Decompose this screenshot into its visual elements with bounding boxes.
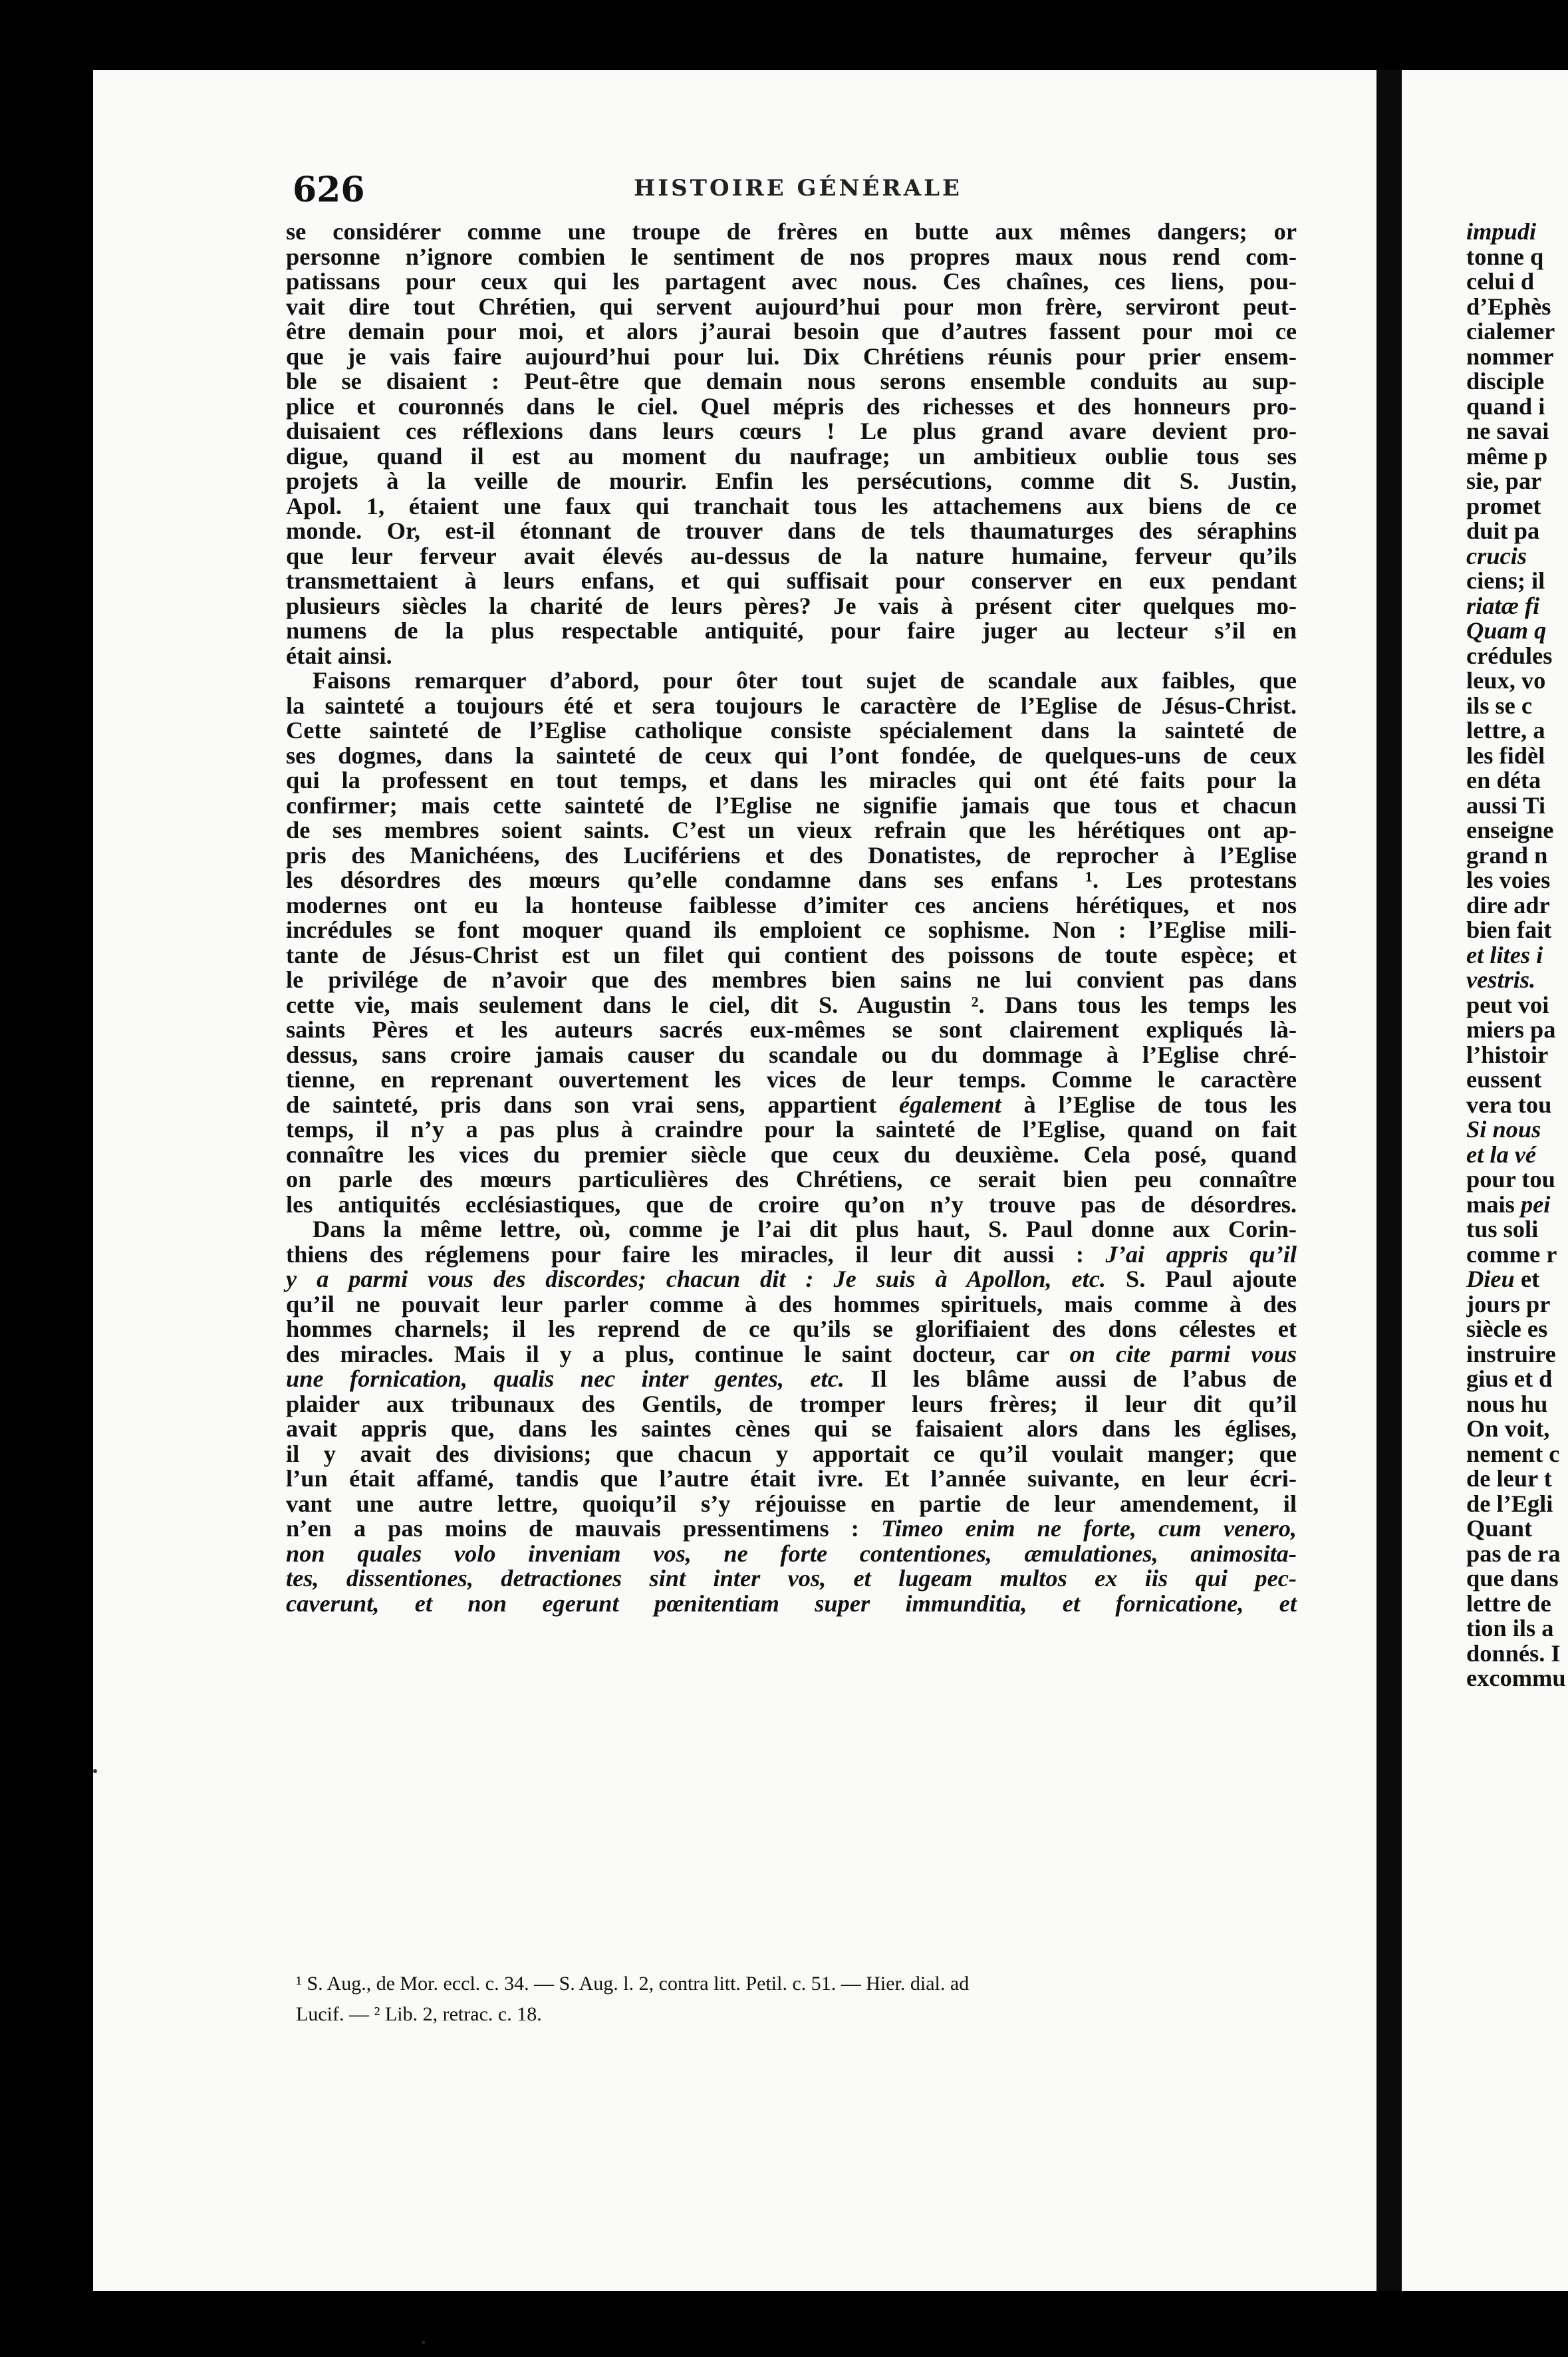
facing-page-line: vera tou [1466,1091,1552,1118]
book-gutter [1376,70,1402,2291]
text-line: personne n’ignore combien le sentiment de nos propres maux nous rend com- [286,243,1297,270]
text-line: tienne, en reprenant ouvertement les vices de leur temps. Comme le caractère [286,1066,1297,1093]
text-line: plice et couronnés dans le ciel. Quel mépris des richesses et des honneurs pro- [286,392,1297,420]
facing-page-line: miers pa [1466,1016,1556,1043]
text-line: se considérer comme une troupe de frères en butte aux mêmes dangers; or [286,218,1297,245]
text-line: de ses membres soient saints. C’est un vieux refrain que les hérétiques ont ap- [286,817,1297,843]
text-line: modernes ont eu la honteuse faiblesse d’imiter ces anciens hérétiques, et nos [286,891,1297,918]
facing-page-line: ils se c [1466,692,1533,719]
facing-page-line: et la vé [1466,1141,1537,1168]
facing-page-line: siècle es [1466,1316,1548,1342]
text-line: une fornication, qualis nec inter gentes, etc. Il les blâme aussi de l’abus de [286,1365,1297,1392]
facing-page-line: eussent [1466,1066,1542,1093]
page-header [293,170,1303,210]
text-line: vait dire tout Chrétien, qui servent aujourd’hui pour mon frère, serviront peut- [286,293,1297,320]
facing-page-line: excommu [1466,1665,1566,1691]
footnotes [296,1969,1307,2030]
text-line: était ainsi. [286,642,392,669]
text-line: non quales volo inveniam vos, ne forte contentiones, æmulationes, animosita- [286,1540,1297,1567]
facing-page-line: Dieu et [1466,1266,1540,1292]
facing-page-line: nement c [1466,1440,1560,1467]
facing-page-line: tion ils a [1466,1615,1554,1641]
facing-page-line: mais pei [1466,1190,1551,1218]
facing-page-line: que dans [1466,1565,1559,1592]
text-line: numens de la plus respectable antiquité, pour faire juger au lecteur s’il en [286,617,1297,644]
facing-page-line: les fidèl [1466,742,1545,769]
text-line: des miracles. Mais il y a plus, continue le saint docteur, car on cite parmi vous [286,1340,1297,1367]
facing-page-line: peut voi [1466,991,1549,1018]
footnote-line: Lucif. — ² Lib. 2, retrac. c. 18. [296,2003,542,2025]
facing-page-line: en déta [1466,767,1541,793]
facing-page-line: les voies [1466,867,1551,893]
text-line: cette vie, mais seulement dans le ciel, dit S. Augustin ². Dans tous les temps les [286,991,1297,1018]
facing-page-line: ciens; il [1466,567,1545,594]
facing-page-line: nommer [1466,343,1554,370]
facing-page-line: d’Ephès [1466,293,1551,320]
text-line: plusieurs siècles la charité de leurs pères? Je vais à présent citer quelques mo- [286,592,1297,619]
facing-page-line: de leur t [1466,1465,1552,1492]
text-line: que leur ferveur avait élevés au-dessus de la nature humaine, ferveur qu’ils [286,542,1297,569]
scan-speck [93,1769,97,1773]
facing-page-line: Quam q [1466,617,1547,644]
facing-page-line: crédules [1466,642,1553,669]
facing-page-line: quand i [1466,392,1545,420]
facing-page-line: promet [1466,492,1541,519]
text-line: connaître les vices du premier siècle que ceux du deuxième. Cela posé, quand [286,1141,1297,1168]
text-line: on parle des mœurs particulières des Chrétiens, ce serait bien peu connaître [286,1166,1297,1192]
page-number: 626 [293,170,365,210]
text-line: ses dogmes, dans la sainteté de ceux qui l’ont fondée, de quelques-uns de ceux [286,742,1297,769]
facing-page-line: gius et d [1466,1365,1553,1392]
text-line: ble se disaient : Peut-être que demain nous serons ensemble conduits au sup- [286,368,1297,394]
text-line: Apol. 1, étaient une faux qui tranchait tous les attachemens aux biens de ce [286,492,1297,519]
text-line: qui la professent en tout temps, et dans les miracles qui ont été faits pour la [286,767,1297,793]
text-line: les désordres des mœurs qu’elle condamne dans ses enfans ¹. Les protestans [286,867,1297,893]
facing-page-line: comme r [1466,1240,1557,1268]
text-line: vant une autre lettre, quoiqu’il s’y réjouisse en partie de leur amendement, il [286,1490,1297,1517]
text-line: confirmer; mais cette sainteté de l’Eglise ne signifie jamais que tous et chacun [286,791,1297,819]
facing-page-line: enseigne [1466,817,1554,843]
running-title: HISTOIRE GÉNÉRALE [634,175,962,202]
text-line: que je vais faire aujourd’hui pour lui. Dix Chrétiens réunis pour prier ensem- [286,343,1297,370]
text-line: Cette sainteté de l’Eglise catholique consiste spécialement dans la sainteté de [286,717,1297,744]
facing-page-line: grand n [1466,841,1548,869]
text-line: la sainteté a toujours été et sera toujours le caractère de l’Eglise de Jésus-Christ. [286,692,1297,719]
text-line: incrédules se font moquer quand ils emploient ce sophisme. Non : l’Eglise mili- [286,916,1297,943]
facing-page-line: On voit, [1466,1415,1550,1442]
facing-page-line: jours pr [1466,1290,1551,1317]
text-line: l’un était affamé, tandis que l’autre était ivre. Et l’année suivante, en leur écri- [286,1465,1297,1492]
facing-page-line: et lites i [1466,941,1543,968]
facing-page-line: donnés. I [1466,1639,1561,1667]
text-line: qu’il ne pouvait leur parler comme à des hommes spirituels, mais comme à des [286,1290,1297,1317]
text-line: n’en a pas moins de mauvais pressentimens : Timeo enim ne forte, cum venero, [286,1515,1297,1542]
text-line: il y avait des divisions; que chacun y apportait ce qu’il voulait manger; que [286,1440,1297,1467]
facing-page-line: duit pa [1466,517,1540,544]
facing-page-line: ne savai [1466,418,1549,444]
text-line: être demain pour moi, et alors j’aurai besoin que d’autres fassent pour moi ce [286,318,1297,345]
text-line: dessus, sans croire jamais causer du scandale ou du dommage à l’Eglise chré- [286,1041,1297,1068]
text-line: de sainteté, pris dans son vrai sens, appartient également à l’Eglise de tous les [286,1091,1297,1118]
facing-page-line: cialemer [1466,318,1555,345]
facing-page-line: lettre de [1466,1590,1551,1617]
facing-page-line: Quant [1466,1515,1533,1542]
text-line: tes, dissentiones, detractiones sint inter vos, et lugeam multos ex iis qui pec- [286,1565,1297,1592]
facing-page-line: instruire [1466,1340,1556,1367]
text-line: plaider aux tribunaux des Gentils, de tromper leurs frères; il leur dit qu’il [286,1390,1297,1417]
facing-page-line: lettre, a [1466,717,1545,744]
facing-page-line: disciple [1466,368,1545,394]
facing-page-line: impudi [1466,219,1537,245]
facing-page-line: Si nous [1466,1116,1541,1143]
facing-page-line: crucis [1466,542,1527,569]
text-line: Dans la même lettre, où, comme je l’ai dit plus haut, S. Paul donne aux Corin- [313,1216,1297,1242]
facing-page-line: leux, vo [1466,667,1546,694]
text-line: caverunt, et non egerunt pœnitentiam super immunditia, et fornicatione, et [286,1590,1297,1617]
facing-page-line: pas de ra [1466,1540,1561,1567]
facing-page-line: de l’Egli [1466,1490,1553,1517]
facing-page-line: sie, par [1466,468,1542,494]
facing-page-line: bien fait [1466,916,1552,943]
facing-page-line: celui d [1466,268,1535,295]
text-line: le privilége de n’avoir que des membres bien sains ne lui convient pas dans [286,966,1297,993]
footnote-line: ¹ S. Aug., de Mor. eccl. c. 34. — S. Aug. l. 2, contra litt. Petil. c. 51. — Hier. dial. ad [296,1973,970,1995]
text-line: avait appris que, dans les saintes cènes qui se faisaient alors dans les églises, [286,1415,1297,1442]
facing-page-line: dire adr [1466,891,1550,918]
main-text-block [286,219,1297,1616]
facing-page-line: même p [1466,442,1548,470]
facing-page-line: tonne q [1466,243,1544,270]
text-line: monde. Or, est-il étonnant de trouver dans de tels thaumaturges des séraphins [286,517,1297,544]
facing-page-line: tus soli [1466,1216,1539,1242]
text-line: saints Pères et les auteurs sacrés eux-mêmes se sont clairement expliqués là- [286,1016,1297,1043]
text-line: hommes charnels; il les reprend de ce qu’ils se glorifiaient des dons célestes et [286,1316,1297,1342]
text-line: temps, il n’y a pas plus à craindre pour la sainteté de l’Eglise, quand on fait [286,1116,1297,1143]
facing-page-line: nous hu [1466,1390,1548,1417]
facing-page-column [1466,219,1568,1691]
text-line: Faisons remarquer d’abord, pour ôter tout sujet de scandale aux faibles, que [313,667,1297,694]
text-line: patissans pour ceux qui les partagent avec nous. Ces chaînes, ces liens, pou- [286,268,1297,295]
text-line: les antiquités ecclésiastiques, que de croire qu’on n’y trouve pas de désordres. [286,1190,1297,1218]
text-line: digue, quand il est au moment du naufrage; un ambitieux oublie tous ses [286,442,1297,470]
text-line: thiens des réglemens pour faire les miracles, il leur dit aussi : J’ai appris qu’il [286,1240,1297,1268]
facing-page-line: pour tou [1466,1166,1555,1192]
text-line: transmettaient à leurs enfans, et qui suffisait pour conserver en eux pendant [286,567,1297,594]
text-line: pris des Manichéens, des Lucifériens et des Donatistes, de reprocher à l’Eglise [286,841,1297,869]
scan-speck [422,2341,425,2344]
facing-page-line: aussi Ti [1466,791,1546,819]
facing-page-line: l’histoir [1466,1041,1549,1068]
facing-page-line: vestris. [1466,966,1536,993]
text-line: projets à la veille de mourir. Enfin les persécutions, comme dit S. Justin, [286,468,1297,494]
text-line: duisaient ces réflexions dans leurs cœurs ! Le plus grand avare devient pro- [286,418,1297,444]
text-line: tante de Jésus-Christ est un filet qui contient des poissons de toute espèce; et [286,941,1297,968]
facing-page-line: riatæ fi [1466,592,1540,619]
text-line: y a parmi vous des discordes; chacun dit : Je suis à Apollon, etc. S. Paul ajoute [286,1266,1297,1292]
